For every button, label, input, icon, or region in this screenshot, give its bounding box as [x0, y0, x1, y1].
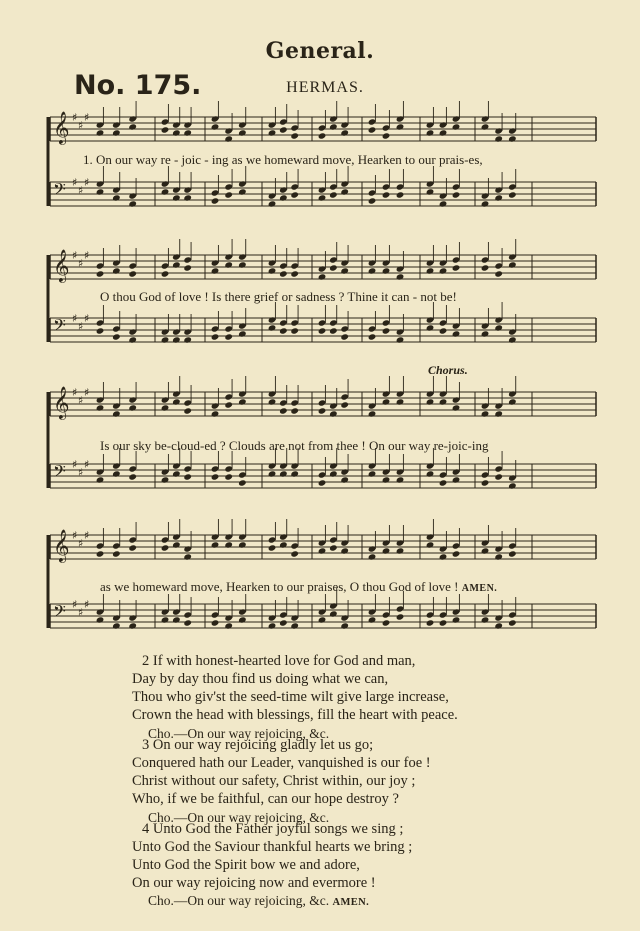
note-head — [340, 129, 349, 136]
note-head — [128, 336, 137, 343]
treble-clef-icon: 𝄞 — [53, 529, 70, 562]
note-head — [439, 267, 448, 274]
sharp-icon: ♯ — [84, 249, 90, 262]
note-head — [161, 616, 170, 623]
sharp-icon: ♯ — [72, 312, 78, 325]
sharp-icon: ♯ — [72, 111, 78, 124]
note-head — [329, 470, 338, 477]
note-head — [368, 333, 377, 340]
verse-4-line-4: On our way rejoicing now and evermore ! — [132, 875, 376, 891]
note-head — [96, 327, 105, 334]
note-head — [128, 123, 137, 130]
note-head — [318, 407, 327, 414]
note-head — [161, 544, 170, 551]
note-head — [340, 333, 349, 340]
note-head — [172, 336, 181, 343]
sharp-icon: ♯ — [72, 458, 78, 471]
note-head — [481, 264, 490, 271]
note-head — [161, 476, 170, 483]
note-head — [211, 333, 220, 340]
sharp-icon: ♯ — [72, 249, 78, 262]
sharp-icon: ♯ — [78, 184, 84, 197]
verse-2-line-1: 2 If with honest-hearted love for God and man, — [142, 653, 416, 669]
note-head — [211, 619, 220, 626]
bass-clef-icon: 𝄢 — [53, 461, 66, 485]
note-head — [268, 200, 277, 207]
note-head — [494, 194, 503, 201]
note-head — [426, 188, 435, 195]
note-head — [340, 267, 349, 274]
note-head — [112, 622, 121, 629]
note-head — [439, 129, 448, 136]
sharp-icon: ♯ — [78, 466, 84, 479]
note-head — [396, 336, 405, 343]
verse-4-line-2: Unto God the Saviour thankful hearts we bring ; — [132, 839, 413, 855]
treble-clef-icon: 𝄞 — [53, 386, 70, 419]
note-head — [452, 550, 461, 557]
note-head — [340, 401, 349, 408]
note-head — [279, 126, 288, 133]
verse-2-chorus: Cho.—On our way rejoicing, &c. — [148, 726, 330, 741]
note-head — [112, 410, 121, 417]
sharp-icon: ♯ — [78, 606, 84, 619]
note-head — [494, 553, 503, 560]
note-head — [340, 547, 349, 554]
note-head — [224, 622, 233, 629]
note-head — [368, 410, 377, 417]
sharp-icon: ♯ — [84, 598, 90, 611]
note-head — [481, 410, 490, 417]
note-head — [329, 264, 338, 271]
note-head — [183, 129, 192, 136]
verse-4-chorus-text: Cho.—On our way rejoicing, &c. — [148, 893, 330, 908]
note-head — [452, 404, 461, 411]
sharp-icon: ♯ — [84, 111, 90, 124]
note-head — [183, 194, 192, 201]
sharp-icon: ♯ — [78, 394, 84, 407]
note-head — [382, 267, 391, 274]
note-head — [238, 398, 247, 405]
sharp-icon: ♯ — [78, 320, 84, 333]
note-head — [368, 470, 377, 477]
note-head — [508, 336, 517, 343]
note-head — [508, 191, 517, 198]
note-head — [318, 547, 327, 554]
sharp-icon: ♯ — [78, 537, 84, 550]
note-head — [112, 550, 121, 557]
note-head — [318, 616, 327, 623]
note-head — [183, 553, 192, 560]
note-head — [368, 267, 377, 274]
sharp-icon: ♯ — [72, 598, 78, 611]
note-head — [96, 616, 105, 623]
note-head — [112, 333, 121, 340]
note-head — [96, 129, 105, 136]
note-head — [268, 470, 277, 477]
bass-clef-icon: 𝄢 — [53, 179, 66, 203]
note-head — [211, 410, 220, 417]
note-head — [128, 270, 137, 277]
lyric-line-4 — [100, 579, 497, 595]
lyric-line-3: Is our sky be-cloud-ed ? Clouds are not from thee ! On our way re-joic-ing — [100, 438, 489, 453]
note-head — [268, 324, 277, 331]
chorus-label: Chorus. — [428, 363, 468, 377]
note-head — [268, 622, 277, 629]
note-head — [96, 404, 105, 411]
note-head — [211, 123, 220, 130]
note-head — [211, 541, 220, 548]
note-head — [396, 191, 405, 198]
note-head — [172, 541, 181, 548]
note-head — [183, 619, 192, 626]
note-head — [224, 541, 233, 548]
treble-clef-icon: 𝄞 — [53, 111, 70, 144]
note-head — [128, 200, 137, 207]
note-head — [368, 197, 377, 204]
sharp-icon: ♯ — [72, 529, 78, 542]
note-head — [396, 123, 405, 130]
note-head — [96, 476, 105, 483]
verse-3-line-3: Christ without our safety, Christ within, our joy ; — [132, 773, 416, 789]
note-head — [96, 188, 105, 195]
note-head — [508, 135, 517, 142]
note-head — [439, 327, 448, 334]
verse-2-line-3: Thou who giv'st the seed-time wilt give large increase, — [132, 689, 449, 705]
note-head — [481, 330, 490, 337]
note-head — [382, 132, 391, 139]
note-head — [183, 336, 192, 343]
note-head — [268, 398, 277, 405]
note-head — [340, 622, 349, 629]
note-head — [452, 616, 461, 623]
note-head — [494, 622, 503, 629]
note-head — [268, 129, 277, 136]
note-head — [318, 273, 327, 280]
note-head — [290, 407, 299, 414]
note-head — [508, 619, 517, 626]
note-head — [224, 401, 233, 408]
note-head — [494, 270, 503, 277]
note-head — [481, 547, 490, 554]
note-head — [426, 619, 435, 626]
note-head — [426, 398, 435, 405]
note-head — [161, 270, 170, 277]
note-head — [172, 261, 181, 268]
note-head — [211, 267, 220, 274]
note-head — [238, 330, 247, 337]
note-head — [340, 476, 349, 483]
verse-3-line-2: Conquered hath our Leader, vanquished is our foe ! — [132, 755, 431, 771]
sharp-icon: ♯ — [84, 312, 90, 325]
note-head — [494, 135, 503, 142]
note-head — [238, 479, 247, 486]
sharp-icon: ♯ — [84, 458, 90, 471]
note-head — [368, 126, 377, 133]
verse-2-line-2: Day by day thou find us doing what we can, — [132, 671, 389, 687]
note-head — [318, 479, 327, 486]
note-head — [318, 194, 327, 201]
note-head — [279, 407, 288, 414]
note-head — [96, 270, 105, 277]
note-head — [426, 470, 435, 477]
note-head — [329, 544, 338, 551]
note-head — [452, 123, 461, 130]
note-head — [396, 547, 405, 554]
amen-label-final: AMEN. — [332, 897, 370, 908]
note-head — [426, 541, 435, 548]
note-head — [508, 482, 517, 489]
note-head — [340, 188, 349, 195]
note-head — [161, 404, 170, 411]
lyric-line-1: 1. On our way re - joic - ing as we homeward move, Hearken to our prais-es, — [83, 152, 483, 167]
note-head — [382, 398, 391, 405]
note-head — [452, 330, 461, 337]
note-head — [426, 324, 435, 331]
note-head — [439, 398, 448, 405]
verse-3-line-4: Who, if we be faithful, can our hope destroy ? — [132, 791, 399, 807]
note-head — [481, 479, 490, 486]
sharp-icon: ♯ — [84, 176, 90, 189]
note-head — [128, 622, 137, 629]
note-head — [439, 553, 448, 560]
note-head — [368, 616, 377, 623]
hymn-number: No. 175. — [74, 70, 202, 101]
note-head — [172, 398, 181, 405]
note-head — [279, 470, 288, 477]
note-head — [161, 126, 170, 133]
bass-clef-icon: 𝄢 — [53, 601, 66, 625]
note-head — [396, 273, 405, 280]
sharp-icon: ♯ — [78, 119, 84, 132]
note-head — [439, 619, 448, 626]
note-head — [481, 616, 490, 623]
sharp-icon: ♯ — [84, 386, 90, 399]
note-head — [481, 200, 490, 207]
note-head — [396, 476, 405, 483]
note-head — [426, 129, 435, 136]
note-head — [268, 544, 277, 551]
note-head — [382, 327, 391, 334]
note-head — [172, 129, 181, 136]
sharp-icon: ♯ — [84, 529, 90, 542]
note-head — [183, 264, 192, 271]
note-head — [494, 473, 503, 480]
note-head — [238, 129, 247, 136]
note-head — [238, 541, 247, 548]
note-head — [452, 264, 461, 271]
note-head — [279, 327, 288, 334]
note-head — [238, 261, 247, 268]
amen-label: AMEN. — [461, 583, 498, 594]
note-head — [279, 619, 288, 626]
note-head — [183, 473, 192, 480]
note-head — [382, 476, 391, 483]
bass-clef-icon: 𝄢 — [53, 315, 66, 339]
note-head — [224, 261, 233, 268]
note-head — [494, 324, 503, 331]
note-head — [224, 333, 233, 340]
note-head — [329, 610, 338, 617]
sharp-icon: ♯ — [72, 386, 78, 399]
note-head — [211, 197, 220, 204]
note-head — [494, 410, 503, 417]
note-head — [112, 267, 121, 274]
note-head — [290, 270, 299, 277]
tune-name: HERMAS. — [286, 79, 364, 96]
verse-3-line-1: 3 On our way rejoicing gladly let us go; — [142, 737, 374, 753]
note-head — [290, 470, 299, 477]
note-head — [452, 191, 461, 198]
verse-3-chorus: Cho.—On our way rejoicing, &c. — [148, 810, 330, 825]
note-head — [329, 191, 338, 198]
note-head — [211, 473, 220, 480]
note-head — [290, 327, 299, 334]
verse-2-line-4: Crown the head with blessings, fill the heart with peace. — [132, 707, 458, 723]
note-head — [508, 261, 517, 268]
note-head — [439, 479, 448, 486]
note-head — [318, 132, 327, 139]
note-head — [290, 132, 299, 139]
note-head — [368, 553, 377, 560]
lyric-line-2: O thou God of love ! Is there grief or sadness ? Thine it can - not be! — [100, 289, 457, 304]
lyric-line-4-text: as we homeward move, Hearken to our praises, O thou God of love ! — [100, 579, 459, 594]
note-head — [290, 191, 299, 198]
treble-clef-icon: 𝄞 — [53, 249, 70, 282]
note-head — [318, 327, 327, 334]
note-head — [481, 123, 490, 130]
note-head — [382, 191, 391, 198]
note-head — [396, 398, 405, 405]
note-head — [279, 194, 288, 201]
note-head — [238, 616, 247, 623]
note-head — [290, 622, 299, 629]
note-head — [329, 123, 338, 130]
note-head — [329, 410, 338, 417]
verse-4-line-1: 4 Unto God the Father joyful songs we sing ; — [142, 821, 404, 837]
note-head — [439, 200, 448, 207]
note-head — [172, 616, 181, 623]
note-head — [268, 267, 277, 274]
note-head — [112, 194, 121, 201]
verse-4-chorus — [148, 894, 369, 909]
note-head — [508, 398, 517, 405]
note-head — [128, 404, 137, 411]
note-head — [382, 547, 391, 554]
note-head — [96, 550, 105, 557]
sharp-icon: ♯ — [78, 257, 84, 270]
note-head — [112, 470, 121, 477]
note-head — [224, 191, 233, 198]
note-head — [452, 476, 461, 483]
note-head — [161, 188, 170, 195]
note-head — [172, 470, 181, 477]
note-head — [161, 336, 170, 343]
note-head — [112, 129, 121, 136]
note-head — [508, 550, 517, 557]
verse-4-line-3: Unto God the Spirit bow we and adore, — [132, 857, 360, 873]
note-head — [396, 613, 405, 620]
note-head — [224, 473, 233, 480]
note-head — [172, 194, 181, 201]
note-head — [329, 327, 338, 334]
note-head — [128, 473, 137, 480]
note-head — [382, 619, 391, 626]
note-head — [183, 407, 192, 414]
note-head — [279, 541, 288, 548]
note-head — [290, 550, 299, 557]
note-head — [128, 544, 137, 551]
sharp-icon: ♯ — [72, 176, 78, 189]
note-head — [238, 188, 247, 195]
note-head — [224, 135, 233, 142]
note-head — [426, 267, 435, 274]
section-title: General. — [265, 38, 375, 64]
note-head — [279, 270, 288, 277]
